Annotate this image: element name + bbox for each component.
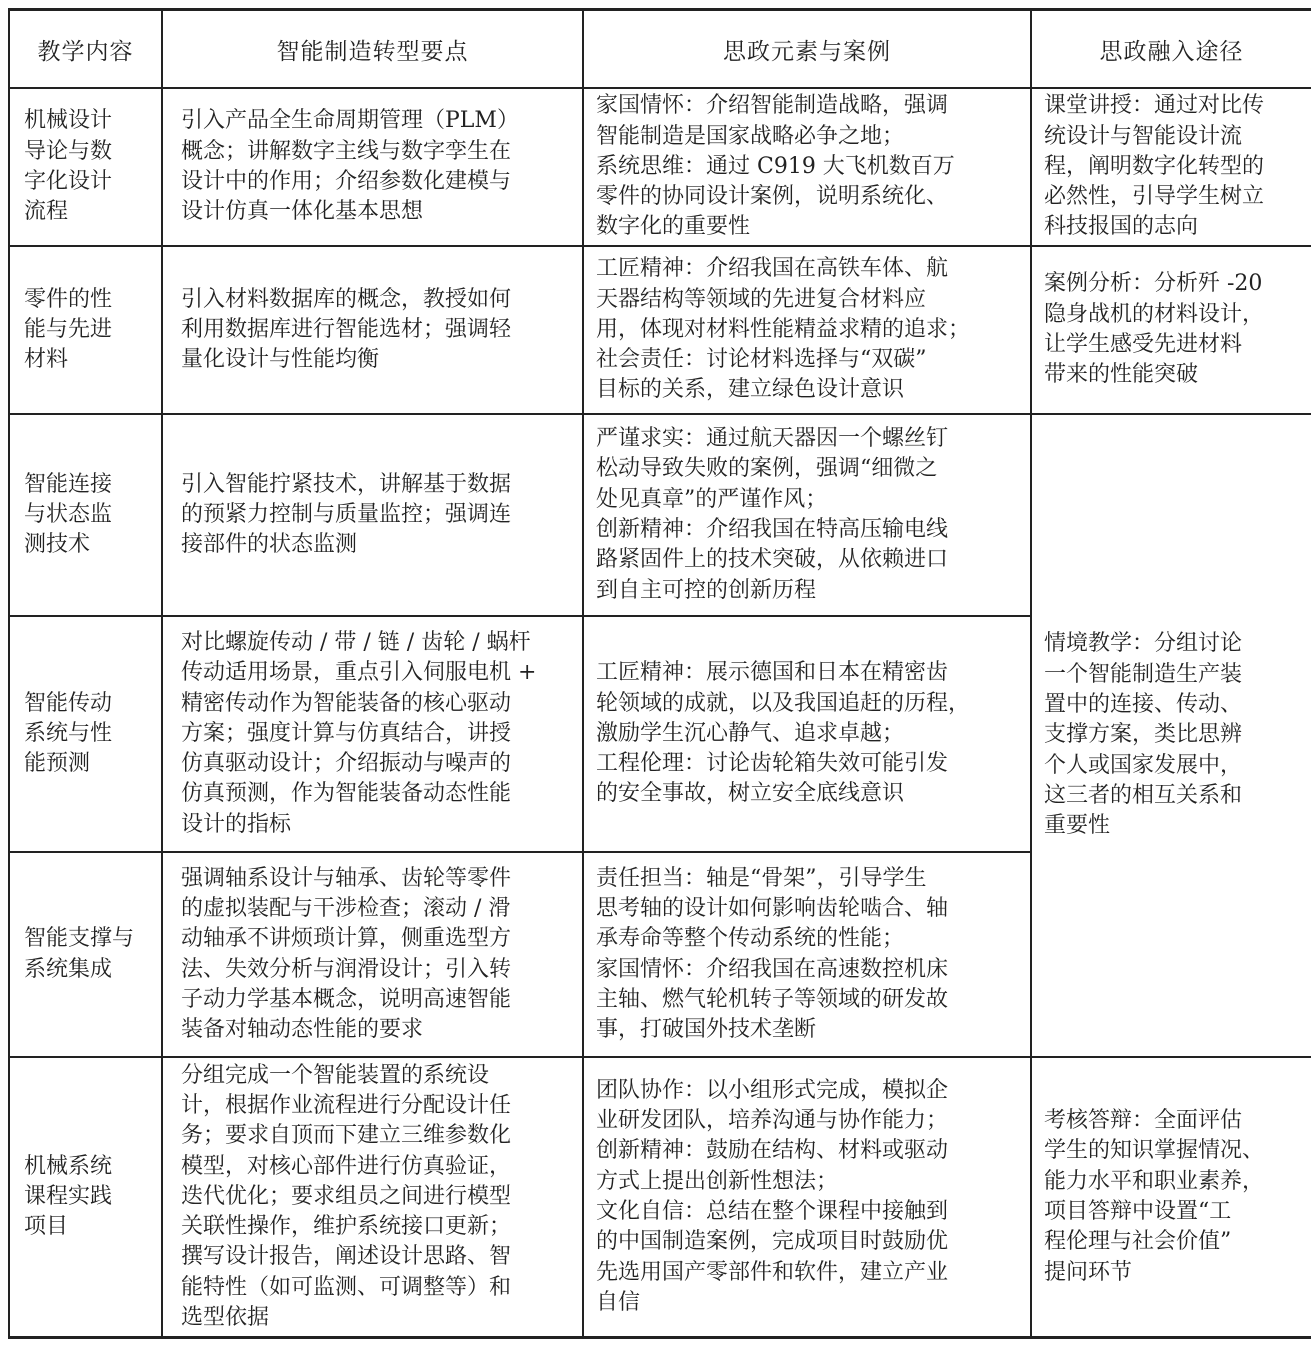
cell-text-line: 承寿命等整个传动系统的性能； [596, 926, 905, 952]
cell-text-line: 传动适用场景，重点引入伺服电机 + [181, 660, 537, 686]
cell-elements [583, 852, 1031, 1057]
cell-text-line: 事，打破国外技术垄断 [596, 1017, 817, 1043]
cell-text-line: 能力水平和职业素养， [1044, 1168, 1265, 1194]
cell-text-line: 置中的连接、传动、 [1044, 692, 1243, 718]
cell-points [162, 246, 583, 414]
cell-approach-merged [1031, 414, 1311, 1057]
cell-text-line: 系统集成 [24, 956, 113, 982]
cell-text-line: 方式上提出创新性想法； [596, 1168, 839, 1194]
cell-text-line: 科技报国的志向 [1044, 214, 1199, 240]
cell-text-line: 引入智能拧紧技术，讲解基于数据 [181, 471, 512, 497]
cell-text-line: 强调轴系设计与轴承、齿轮等零件 [181, 865, 512, 891]
cell-text-line: 迭代优化；要求组员之间进行模型 [181, 1183, 512, 1209]
cell-text-line: 家国情怀：介绍我国在高速数控机床 [596, 956, 949, 982]
header-ideological-elements: 思政元素与案例 [583, 10, 1031, 89]
cell-text-line: 机械系统 [24, 1153, 113, 1179]
cell-text-line: 这三者的相互关系和 [1044, 782, 1243, 808]
cell-text-line: 零件的协同设计案例，说明系统化、 [596, 184, 949, 210]
cell-text-line: 接部件的状态监测 [181, 532, 358, 558]
cell-elements [583, 246, 1031, 414]
cell-text-line: 轮领域的成就，以及我国追赶的历程， [596, 690, 971, 716]
cell-text-line: 引入材料数据库的概念，教授如何 [181, 286, 512, 312]
cell-text-line: 目标的关系，建立绿色设计意识 [596, 377, 905, 403]
cell-text-line: 能特性（如可监测、可调整等）和 [181, 1274, 512, 1300]
cell-points [162, 1057, 583, 1338]
cell-text-line: 子动力学基本概念，说明高速智能 [181, 986, 512, 1012]
cell-topic [9, 246, 162, 414]
cell-text-line: 设计中的作用；介绍参数化建模与 [181, 169, 512, 194]
cell-text-line: 家国情怀：介绍智能制造战略，强调 [596, 93, 949, 119]
cell-text-line: 仿真预测，作为智能装备动态性能 [181, 781, 512, 807]
table-row [9, 414, 1311, 616]
cell-text-line: 机械设计 [24, 108, 113, 134]
cell-text-line: 量化设计与性能均衡 [181, 347, 380, 373]
header-row [9, 10, 1311, 89]
cell-text-line: 智能支撑与 [24, 926, 135, 952]
cell-text-line: 流程 [24, 199, 69, 225]
cell-text-line: 先选用国产零部件和软件，建立产业 [596, 1259, 949, 1285]
cell-text-line: 激励学生沉心静气、追求卓越； [596, 720, 905, 746]
cell-approach [1031, 88, 1311, 246]
cell-text-line: 智能制造是国家战略必争之地； [596, 123, 905, 149]
cell-text-line: 创新精神：介绍我国在特高压输电线 [596, 517, 949, 542]
cell-text-line: 文化自信：总结在整个课程中接触到 [596, 1199, 949, 1224]
cell-text-line: 系统与性 [24, 720, 113, 746]
cell-text-line: 提问环节 [1044, 1259, 1133, 1285]
cell-text-line: 考核答辩：全面评估 [1044, 1108, 1243, 1134]
cell-text-line: 零件的性 [24, 286, 113, 312]
table-row [9, 88, 1311, 246]
cell-text-line: 必然性，引导学生树立 [1044, 184, 1265, 210]
cell-text-line: 利用数据库进行智能选材；强调轻 [181, 316, 512, 342]
cell-text-line: 测技术 [24, 532, 91, 558]
cell-text-line: 一个智能制造生产装 [1044, 661, 1243, 687]
cell-text-line: 社会责任：讨论材料选择与“双碳” [596, 347, 927, 373]
cell-topic [9, 1057, 162, 1338]
cell-text-line: 工匠精神：介绍我国在高铁车体、航 [596, 256, 949, 282]
cell-topic [9, 616, 162, 852]
cell-text-line: 程伦理与社会价值” [1044, 1229, 1232, 1255]
cell-text-line: 团队协作：以小组形式完成，模拟企 [596, 1077, 949, 1103]
cell-text-line: 案例分析：分析歼 -20 [1044, 271, 1263, 297]
cell-text-line: 设计仿真一体化基本思想 [181, 199, 424, 225]
cell-text-line: 工程伦理：讨论齿轮箱失效可能引发 [596, 751, 949, 777]
cell-text-line: 方案；强度计算与仿真结合，讲授 [181, 720, 512, 746]
cell-text-line: 设计的指标 [181, 811, 292, 837]
cell-text-line: 字化设计 [24, 169, 113, 194]
cell-text-line: 计，根据作业流程进行分配设计任 [181, 1092, 512, 1118]
cell-text-line: 导论与数 [24, 138, 113, 164]
cell-text-line: 务；要求自顶而下建立三维参数化 [181, 1123, 512, 1149]
header-smart-manufacturing-points: 智能制造转型要点 [162, 10, 583, 89]
cell-elements [583, 616, 1031, 852]
cell-text-line: 处见真章”的严谨作风； [596, 486, 828, 512]
cell-text-line: 智能传动 [24, 690, 113, 716]
cell-text-line: 仿真驱动设计；介绍振动与噪声的 [181, 751, 512, 777]
cell-text-line: 用，体现对材料性能精益求精的追求； [596, 316, 971, 342]
cell-text-line: 工匠精神：展示德国和日本在精密齿 [596, 660, 949, 686]
cell-text-line: 分组完成一个智能装置的系统设 [181, 1062, 490, 1088]
cell-text-line: 主轴、燃气轮机转子等领域的研发故 [596, 986, 949, 1012]
cell-points [162, 852, 583, 1057]
cell-text-line: 思考轴的设计如何影响齿轮啮合、轴 [596, 895, 949, 921]
cell-text-line: 程，阐明数字化转型的 [1044, 153, 1265, 179]
cell-text-line: 模型，对核心部件进行仿真验证， [181, 1153, 512, 1179]
cell-text-line: 选型依据 [181, 1305, 270, 1331]
cell-text-line: 关联性操作，维护系统接口更新； [181, 1214, 512, 1240]
cell-text-line: 路紧固件上的技术突破，从依赖进口 [596, 547, 949, 573]
cell-text-line: 支撑方案，类比思辨 [1044, 722, 1243, 748]
cell-elements [583, 88, 1031, 246]
cell-text-line: 严谨求实：通过航天器因一个螺丝钉 [596, 426, 949, 452]
cell-text-line: 创新精神：鼓励在结构、材料或驱动 [596, 1138, 949, 1164]
cell-text-line: 的安全事故，树立安全底线意识 [596, 781, 905, 807]
header-teaching-content: 教学内容 [9, 10, 162, 89]
cell-text-line: 材料 [24, 347, 69, 373]
cell-topic [9, 414, 162, 616]
cell-text-line: 法、失效分析与润滑设计；引入转 [181, 956, 512, 982]
table-row [9, 246, 1311, 414]
cell-points [162, 616, 583, 852]
cell-text-line: 个人或国家发展中， [1044, 752, 1243, 778]
cell-text-line: 项目答辩中设置“工 [1044, 1199, 1232, 1224]
cell-text-line: 松动导致失败的案例，强调“细微之 [596, 456, 938, 482]
cell-points [162, 414, 583, 616]
cell-text-line: 对比螺旋传动 / 带 / 链 / 齿轮 / 蜗杆 [181, 629, 531, 655]
cell-text-line: 的预紧力控制与质量监控；强调连 [181, 501, 512, 527]
cell-text-line: 引入产品全生命周期管理（PLM） [181, 108, 519, 134]
cell-text-line: 撰写设计报告，阐述设计思路、智 [181, 1244, 512, 1270]
cell-elements [583, 414, 1031, 616]
cell-text-line: 重要性 [1044, 813, 1111, 839]
cell-topic [9, 88, 162, 246]
table-row [9, 1057, 1311, 1338]
cell-approach [1031, 246, 1311, 414]
cell-text-line: 精密传动作为智能装备的核心驱动 [181, 690, 512, 716]
cell-text-line: 的虚拟装配与干涉检查；滚动 / 滑 [181, 895, 511, 921]
cell-approach [1031, 1057, 1311, 1338]
cell-text-line: 装备对轴动态性能的要求 [181, 1017, 424, 1043]
cell-text-line: 的中国制造案例，完成项目时鼓励优 [596, 1229, 949, 1255]
cell-text-line: 课程实践 [24, 1183, 113, 1209]
cell-text-line: 能预测 [24, 751, 91, 777]
cell-text-line: 业研发团队，培养沟通与协作能力； [596, 1108, 949, 1134]
cell-text-line: 到自主可控的创新历程 [596, 577, 817, 603]
cell-text-line: 能与先进 [24, 316, 113, 342]
cell-text-line: 智能连接 [24, 471, 113, 497]
cell-text-line: 学生的知识掌握情况、 [1044, 1138, 1265, 1164]
cell-text-line: 带来的性能突破 [1044, 362, 1199, 388]
cell-text-line: 系统思维：通过 C919 大飞机数百万 [596, 153, 955, 179]
cell-text-line: 统设计与智能设计流 [1044, 123, 1243, 149]
cell-text-line: 情境教学：分组讨论 [1044, 631, 1243, 657]
cell-points [162, 88, 583, 246]
cell-text-line: 动轴承不讲烦琐计算，侧重选型方 [181, 926, 512, 952]
cell-text-line: 隐身战机的材料设计， [1044, 301, 1265, 327]
cell-text-line: 项目 [24, 1214, 69, 1240]
cell-text-line: 课堂讲授：通过对比传 [1044, 93, 1265, 119]
header-integration-approach: 思政融入途径 [1031, 10, 1311, 89]
cell-text-line: 让学生感受先进材料 [1044, 332, 1243, 357]
cell-text-line: 天器结构等领域的先进复合材料应 [596, 286, 927, 312]
cell-elements [583, 1057, 1031, 1338]
cell-text-line: 自信 [596, 1289, 641, 1315]
course-table [8, 8, 1311, 1339]
cell-text-line: 概念；讲解数字主线与数字孪生在 [181, 138, 512, 164]
cell-text-line: 数字化的重要性 [596, 214, 751, 240]
cell-text-line: 责任担当：轴是“骨架”，引导学生 [596, 865, 927, 891]
cell-text-line: 与状态监 [24, 501, 113, 527]
cell-topic [9, 852, 162, 1057]
